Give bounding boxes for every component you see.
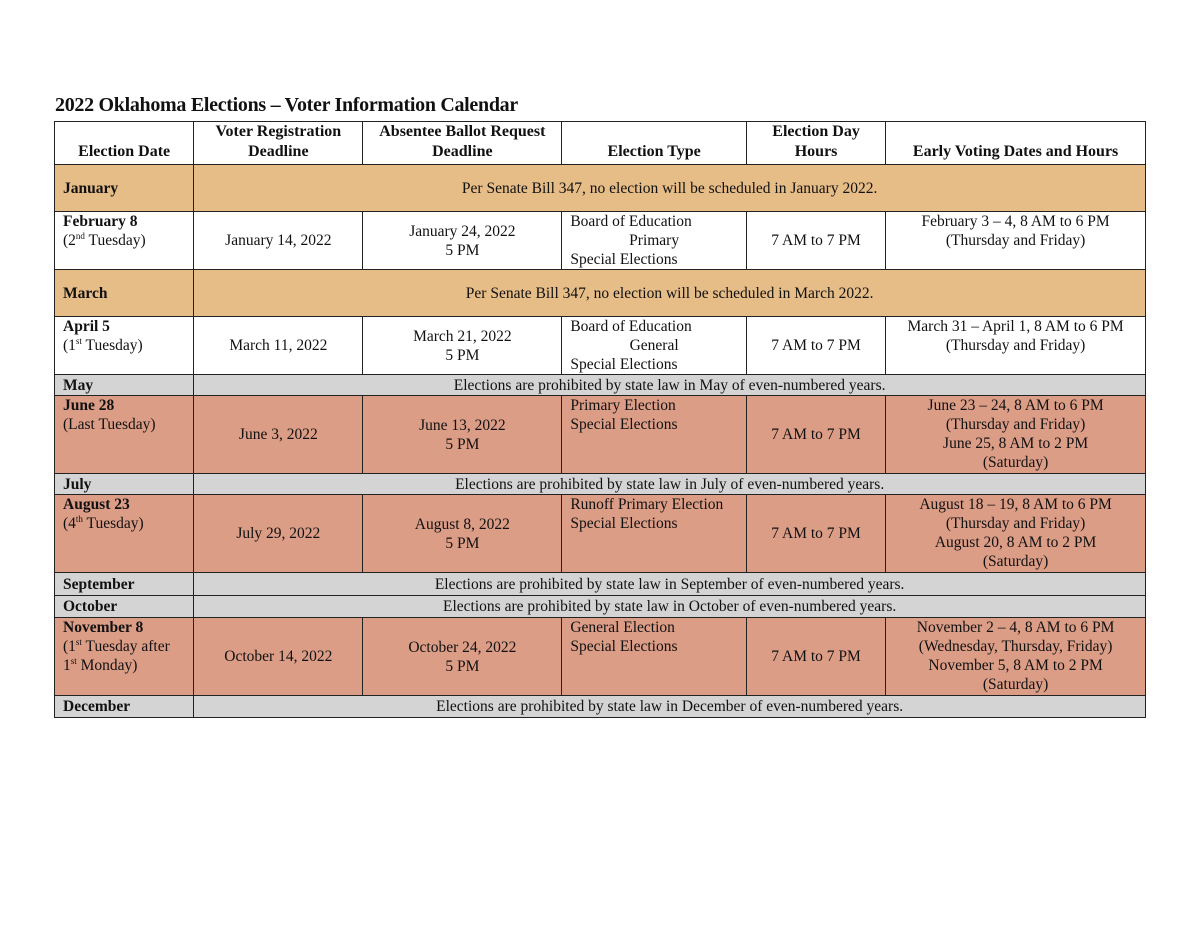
election-date-cell: [55, 618, 194, 696]
election-weekday: (1st Tuesday): [63, 335, 143, 354]
header-absentee-deadline: Absentee Ballot Request Deadline: [363, 122, 562, 165]
month-label: December: [55, 696, 194, 718]
election-date: August 23: [63, 496, 130, 513]
row-march: [55, 270, 1146, 317]
month-note: Per Senate Bill 347, no election will be scheduled in January 2022.: [194, 165, 1146, 212]
absentee-deadline: June 13, 2022 5 PM: [363, 396, 562, 474]
page-title: 2022 Oklahoma Elections – Voter Information Calendar: [55, 94, 518, 116]
month-note: Elections are prohibited by state law in December of even-numbered years.: [194, 696, 1146, 718]
election-date-cell: [55, 396, 194, 474]
registration-deadline: July 29, 2022: [194, 495, 363, 573]
early-voting: August 18 – 19, 8 AM to 6 PM (Thursday and Friday) August 20, 8 AM to 2 PM (Saturday): [886, 495, 1146, 573]
election-date: February 8: [63, 213, 138, 230]
header-registration-deadline: Voter Registration Deadline: [194, 122, 363, 165]
election-day-hours: 7 AM to 7 PM: [746, 212, 885, 270]
month-note: Elections are prohibited by state law in September of even-numbered years.: [194, 573, 1146, 596]
election-weekday: (2nd Tuesday): [63, 230, 146, 249]
election-type: Primary Election Special Elections: [562, 396, 747, 474]
header-election-day-hours: Election Day Hours: [746, 122, 885, 165]
election-weekday: (1st Tuesday after: [63, 636, 170, 655]
month-note: Per Senate Bill 347, no election will be scheduled in March 2022.: [194, 270, 1146, 317]
early-voting: November 2 – 4, 8 AM to 6 PM (Wednesday, Thursday, Friday) November 5, 8 AM to 2 PM (Saturday): [886, 618, 1146, 696]
row-october: [55, 596, 1146, 618]
row-january: [55, 165, 1146, 212]
header-election-date: Election Date: [55, 122, 194, 165]
row-august: [55, 495, 1146, 573]
month-note: Elections are prohibited by state law in October of even-numbered years.: [194, 596, 1146, 618]
early-voting: March 31 – April 1, 8 AM to 6 PM (Thursday and Friday): [886, 317, 1146, 375]
election-date: November 8: [63, 619, 144, 636]
header-row: [55, 122, 1146, 165]
month-label: March: [55, 270, 194, 317]
calendar-table: [54, 121, 1146, 718]
election-weekday: (4th Tuesday): [63, 513, 144, 532]
absentee-deadline: August 8, 2022 5 PM: [363, 495, 562, 573]
row-july: [55, 474, 1146, 495]
registration-deadline: June 3, 2022: [194, 396, 363, 474]
election-day-hours: 7 AM to 7 PM: [746, 618, 885, 696]
row-april: [55, 317, 1146, 375]
election-type: Runoff Primary Election Special Elections: [562, 495, 747, 573]
election-day-hours: 7 AM to 7 PM: [746, 396, 885, 474]
absentee-deadline: October 24, 2022 5 PM: [363, 618, 562, 696]
early-voting: February 3 – 4, 8 AM to 6 PM (Thursday and Friday): [886, 212, 1146, 270]
election-date-cell: [55, 212, 194, 270]
month-label: May: [55, 375, 194, 396]
row-december: [55, 696, 1146, 718]
month-label: July: [55, 474, 194, 495]
election-date: April 5: [63, 318, 110, 335]
header-early-voting: Early Voting Dates and Hours: [886, 122, 1146, 165]
absentee-deadline: January 24, 2022 5 PM: [363, 212, 562, 270]
election-type: General Election Special Elections: [562, 618, 747, 696]
month-note: Elections are prohibited by state law in July of even-numbered years.: [194, 474, 1146, 495]
election-weekday-cont: 1st Monday): [63, 655, 138, 674]
election-weekday: (Last Tuesday): [63, 416, 156, 433]
election-day-hours: 7 AM to 7 PM: [746, 317, 885, 375]
month-label: October: [55, 596, 194, 618]
election-date-cell: [55, 495, 194, 573]
header-election-type: Election Type: [562, 122, 747, 165]
row-june: [55, 396, 1146, 474]
month-label: January: [55, 165, 194, 212]
registration-deadline: January 14, 2022: [194, 212, 363, 270]
row-february: [55, 212, 1146, 270]
registration-deadline: October 14, 2022: [194, 618, 363, 696]
election-date-cell: [55, 317, 194, 375]
month-note: Elections are prohibited by state law in May of even-numbered years.: [194, 375, 1146, 396]
registration-deadline: March 11, 2022: [194, 317, 363, 375]
election-type: Board of Education General Special Elections: [562, 317, 747, 375]
election-type: Board of Education Primary Special Elections: [562, 212, 747, 270]
absentee-deadline: March 21, 2022 5 PM: [363, 317, 562, 375]
election-day-hours: 7 AM to 7 PM: [746, 495, 885, 573]
election-date: June 28: [63, 397, 115, 414]
row-september: [55, 573, 1146, 596]
row-november: [55, 618, 1146, 696]
row-may: [55, 375, 1146, 396]
month-label: September: [55, 573, 194, 596]
early-voting: June 23 – 24, 8 AM to 6 PM (Thursday and Friday) June 25, 8 AM to 2 PM (Saturday): [886, 396, 1146, 474]
